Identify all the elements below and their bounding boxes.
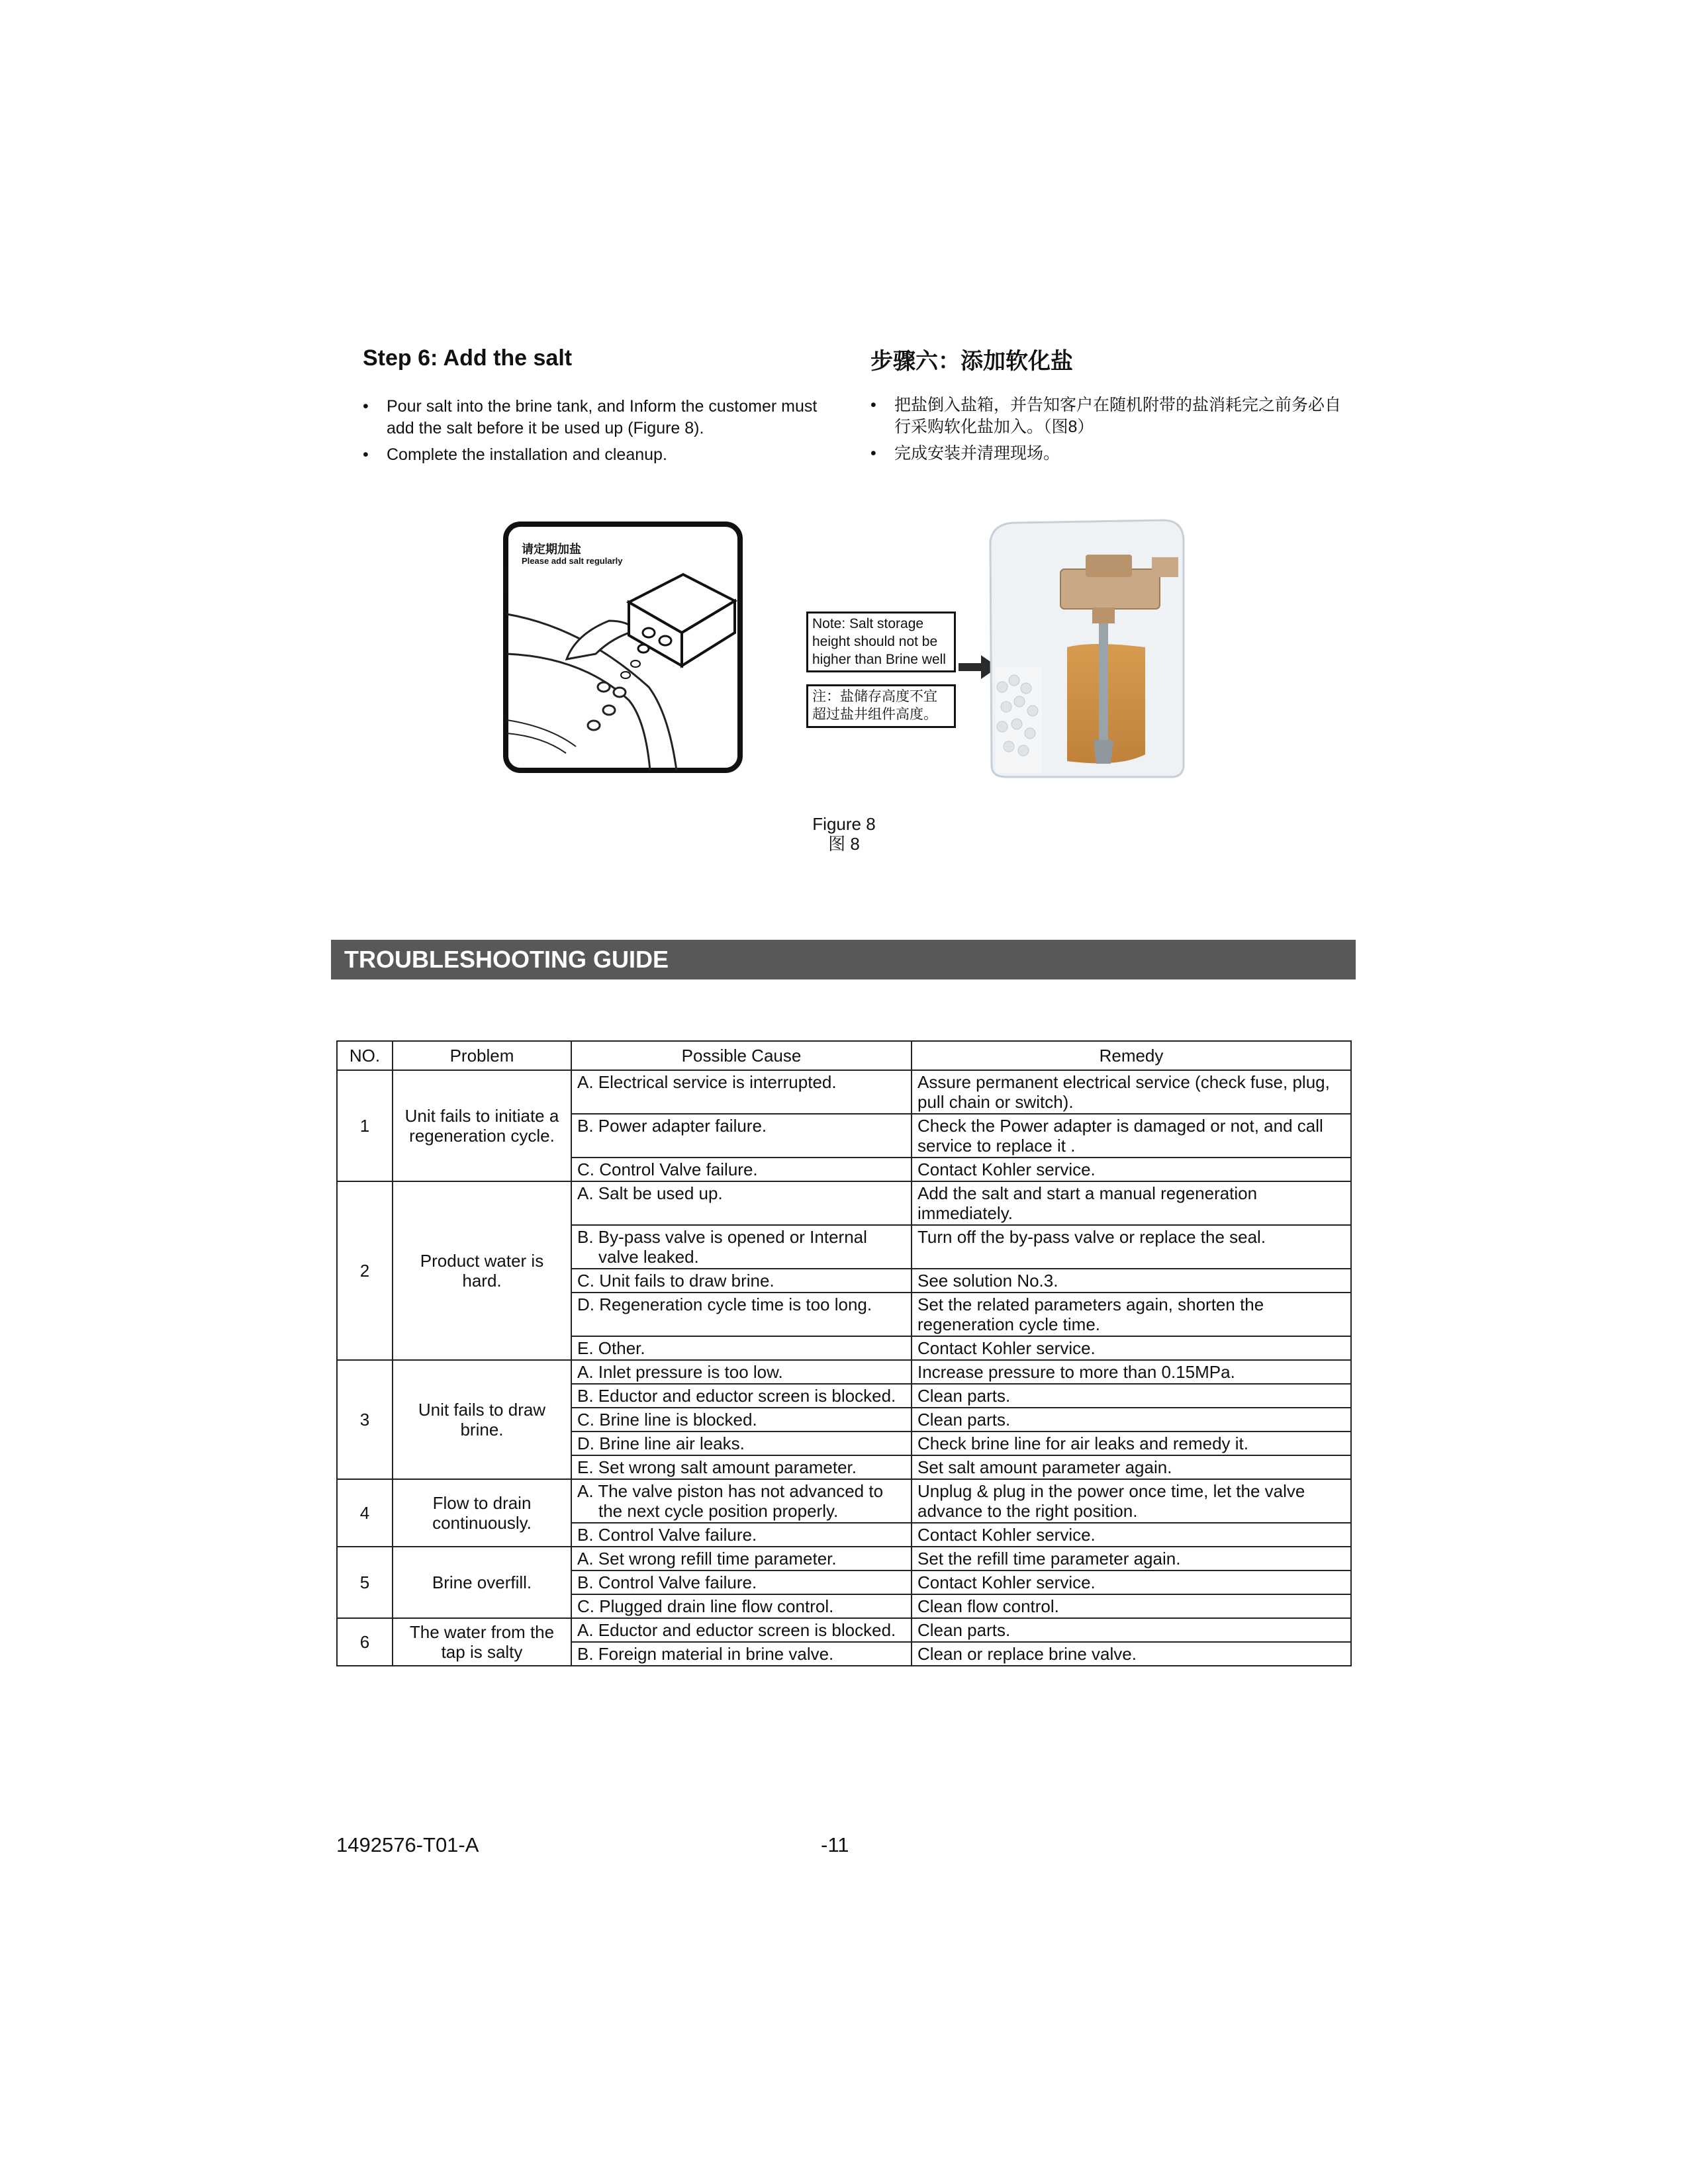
cause-cell: E. Other. <box>571 1336 912 1360</box>
col-header-remedy: Remedy <box>912 1041 1351 1070</box>
cause-cell: B. Power adapter failure. <box>571 1114 912 1158</box>
table-row <box>337 1360 1351 1384</box>
remedy-cell: Set the refill time parameter again. <box>912 1547 1351 1570</box>
problem-cell: Flow to drain continuously. <box>393 1479 571 1547</box>
row-number: 1 <box>337 1070 393 1181</box>
add-salt-pictogram <box>503 522 743 773</box>
cause-cell: B. Control Valve failure. <box>571 1570 912 1594</box>
remedy-cell: Unplug & plug in the power once time, let the valve advance to the right position. <box>912 1479 1351 1523</box>
remedy-cell: Contact Kohler service. <box>912 1570 1351 1594</box>
remedy-cell: Clean parts. <box>912 1384 1351 1408</box>
cause-cell: C. Control Valve failure. <box>571 1158 912 1181</box>
salt-height-note-zh: 注：盐储存高度不宜超过盐井组件高度。 <box>806 684 956 728</box>
problem-cell: The water from the tap is salty <box>393 1618 571 1666</box>
remedy-cell: Contact Kohler service. <box>912 1523 1351 1547</box>
remedy-cell: Contact Kohler service. <box>912 1158 1351 1181</box>
pictogram-label-en: Please add salt regularly <box>522 556 623 566</box>
problem-cell: Unit fails to draw brine. <box>393 1360 571 1479</box>
troubleshooting-title: TROUBLESHOOTING GUIDE <box>331 940 1356 979</box>
col-header-problem: Problem <box>393 1041 571 1070</box>
cause-cell: B. By-pass valve is opened or Internal valve leaked. <box>571 1225 912 1269</box>
remedy-cell: Clean parts. <box>912 1408 1351 1432</box>
row-number: 6 <box>337 1618 393 1666</box>
remedy-cell: Contact Kohler service. <box>912 1336 1351 1360</box>
doc-code: 1492576-T01-A <box>336 1833 479 1856</box>
cause-cell: A. Salt be used up. <box>571 1181 912 1225</box>
remedy-cell: Increase pressure to more than 0.15MPa. <box>912 1360 1351 1384</box>
salt-height-note-en: Note: Salt storage height should not be higher than Brine well <box>806 612 956 672</box>
table-row <box>337 1547 1351 1570</box>
remedy-cell: Clean or replace brine valve. <box>912 1642 1351 1666</box>
step6-en-bullet: • Pour salt into the brine tank, and Inform the customer must add the salt before it be used up (Figure 8). <box>363 396 826 439</box>
cause-cell: A. Set wrong refill time parameter. <box>571 1547 912 1570</box>
step6-en-bullet: • Complete the installation and cleanup. <box>363 444 826 466</box>
cause-cell: A. Electrical service is interrupted. <box>571 1070 912 1114</box>
step6-zh-bullets <box>870 394 1347 469</box>
remedy-cell: Assure permanent electrical service (check fuse, plug, pull chain or switch). <box>912 1070 1351 1114</box>
step6-zh-title: 步骤六：添加软化盐 <box>870 349 1073 374</box>
cause-cell: D. Regeneration cycle time is too long. <box>571 1293 912 1336</box>
remedy-cell: Check brine line for air leaks and remedy it. <box>912 1432 1351 1455</box>
table-row <box>337 1070 1351 1114</box>
remedy-cell: Turn off the by-pass valve or replace the seal. <box>912 1225 1351 1269</box>
table-row <box>337 1479 1351 1523</box>
table-row <box>337 1618 1351 1642</box>
step6-zh-bullet: • 把盐倒入盐箱，并告知客户在随机附带的盐消耗完之前务必自行采购软化盐加入。（图8） <box>870 394 1347 438</box>
row-number: 3 <box>337 1360 393 1479</box>
table-row <box>337 1181 1351 1225</box>
row-number: 2 <box>337 1181 393 1360</box>
pictogram-label-zh: 请定期加盐 <box>522 543 581 556</box>
remedy-cell: Check the Power adapter is damaged or not, and call service to replace it . <box>912 1114 1351 1158</box>
cause-cell: A. Eductor and eductor screen is blocked. <box>571 1618 912 1642</box>
step6-en-title: Step 6: Add the salt <box>363 345 573 371</box>
col-header-cause: Possible Cause <box>571 1041 912 1070</box>
figure-caption-zh: 图 8 <box>828 834 860 854</box>
remedy-cell: Clean flow control. <box>912 1594 1351 1618</box>
problem-cell: Product water is hard. <box>393 1181 571 1360</box>
troubleshooting-table <box>336 1040 1352 1666</box>
figure-caption <box>784 814 904 854</box>
cause-cell: D. Brine line air leaks. <box>571 1432 912 1455</box>
figure-caption-en: Figure 8 <box>812 814 876 834</box>
remedy-cell: Clean parts. <box>912 1618 1351 1642</box>
step6-en-bullets <box>363 396 826 471</box>
remedy-cell: Set the related parameters again, shorten the regeneration cycle time. <box>912 1293 1351 1336</box>
step6-zh-bullet: • 完成安装并清理现场。 <box>870 443 1347 465</box>
remedy-cell: See solution No.3. <box>912 1269 1351 1293</box>
cause-cell: C. Plugged drain line flow control. <box>571 1594 912 1618</box>
cause-cell: B. Control Valve failure. <box>571 1523 912 1547</box>
row-number: 5 <box>337 1547 393 1618</box>
cause-cell: A. Inlet pressure is too low. <box>571 1360 912 1384</box>
cause-cell: C. Brine line is blocked. <box>571 1408 912 1432</box>
cause-cell: C. Unit fails to draw brine. <box>571 1269 912 1293</box>
remedy-cell: Set salt amount parameter again. <box>912 1455 1351 1479</box>
cause-cell: E. Set wrong salt amount parameter. <box>571 1455 912 1479</box>
cause-cell: A. The valve piston has not advanced to the next cycle position properly. <box>571 1479 912 1523</box>
remedy-cell: Add the salt and start a manual regeneration immediately. <box>912 1181 1351 1225</box>
col-header-no: NO. <box>337 1041 393 1070</box>
cause-cell: B. Eductor and eductor screen is blocked. <box>571 1384 912 1408</box>
cause-cell: B. Foreign material in brine valve. <box>571 1642 912 1666</box>
problem-cell: Brine overfill. <box>393 1547 571 1618</box>
page-number: -11 <box>821 1833 849 1856</box>
row-number: 4 <box>337 1479 393 1547</box>
problem-cell: Unit fails to initiate a regeneration cycle. <box>393 1070 571 1181</box>
table-header-row <box>337 1041 1351 1070</box>
brine-tank-illustration <box>986 515 1192 780</box>
